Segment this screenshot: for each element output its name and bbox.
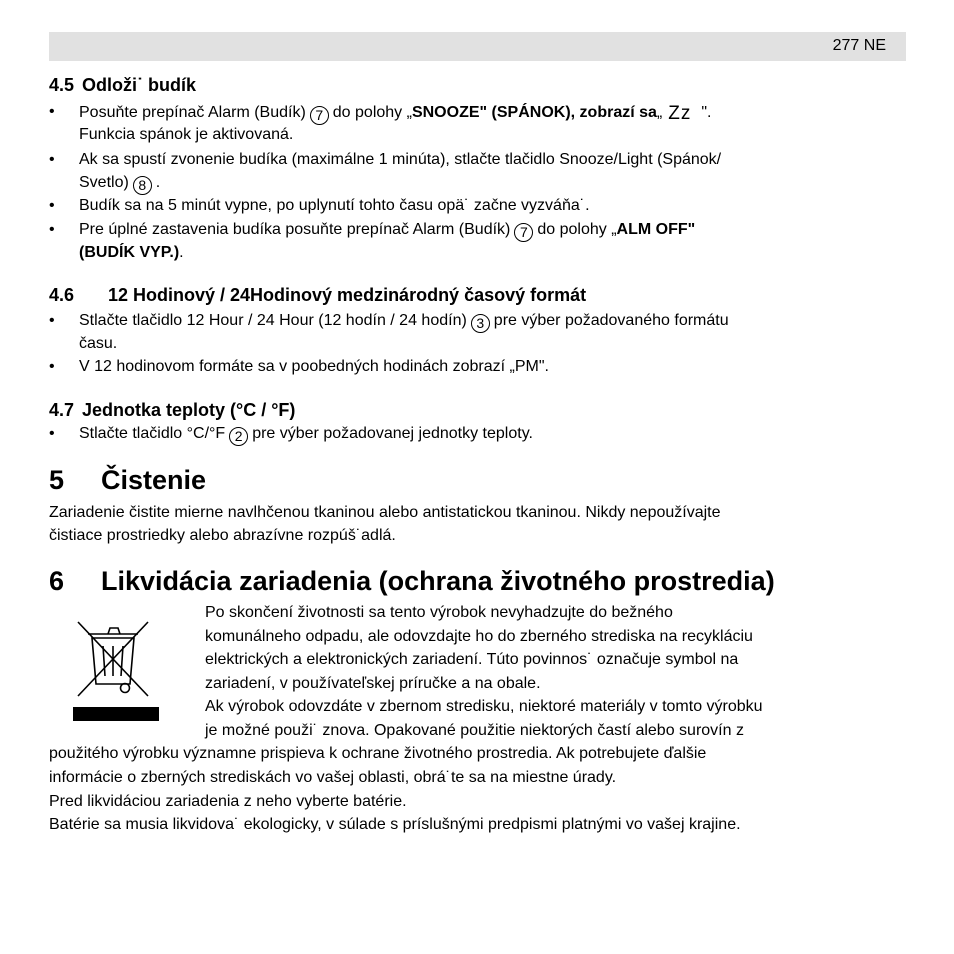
paragraph-line: Pred likvidáciou zariadenia z neho vyberte batérie. [49, 793, 407, 810]
bullet-dot: • [49, 221, 55, 238]
bullet-line: Budík sa na 5 minút vypne, po uplynutí tohto času opä˙ začne vyzváňa˙. [79, 197, 590, 214]
bullet-dot: • [49, 103, 55, 120]
text-run: do polohy „ [537, 221, 617, 238]
bullet-line [79, 174, 160, 195]
bullet-line [79, 425, 533, 446]
bullet-line [79, 312, 729, 333]
key-3-icon: 3 [471, 314, 490, 333]
section-title: 12 Hodinový / 24Hodinový medzinárodný časový formát [108, 285, 587, 305]
bullet-line: Funkcia spánok je aktivovaná. [79, 126, 294, 143]
text-run: Pre úplné zastavenia budíka posuňte prepínač Alarm (Budík) [79, 221, 511, 238]
paragraph-line: informácie o zberných strediskách vo vašej oblasti, obrá˙te sa na miestne úrady. [49, 769, 617, 786]
paragraph-line: čistiace prostriedky alebo abrazívne rozpúš˙adlá. [49, 527, 396, 544]
snooze-zz-icon: Zz [668, 103, 692, 124]
text-run: . [155, 174, 161, 191]
paragraph-line: Batérie sa musia likvidova˙ ekologicky, v súlade s príslušnými predpismi platnými vo vašej krajine. [49, 816, 741, 833]
crossed-out-wheelie-bin-icon [70, 612, 160, 722]
paragraph-line: Po skončení životnosti sa tento výrobok nevyhadzujte do bežného [205, 604, 673, 621]
paragraph-line: komunálneho odpadu, ale odovzdajte ho do zberného strediska na recykláciu [205, 628, 753, 645]
bullet-dot: • [49, 151, 55, 168]
text-run: Stlačte tlačidlo °C/°F [79, 425, 226, 442]
text-run: pre výber požadovaného formátu [493, 312, 729, 329]
paragraph-line: Ak výrobok odovzdáte v zbernom stredisku, niektoré materiály v tomto výrobku [205, 698, 763, 715]
section-4-6-heading [49, 285, 586, 306]
bullet-dot: • [49, 425, 55, 442]
text-run: Posuňte prepínač Alarm (Budík) [79, 104, 306, 121]
bullet-dot: • [49, 197, 55, 214]
section-title: Odloži˙ budík [82, 75, 196, 95]
key-8-icon: 8 [133, 176, 152, 195]
paragraph-line: Zariadenie čistite mierne navlhčenou tkaninou alebo antistatickou tkaninou. Nikdy nepoužívajte [49, 504, 721, 521]
section-4-7-heading [49, 400, 295, 421]
key-7-icon: 7 [310, 106, 329, 125]
text-run: do polohy „ [332, 104, 412, 121]
text-run: pre výber požadovanej jednotky teploty. [252, 425, 533, 442]
bullet-line: V 12 hodinovom formáte sa v poobedných hodinách zobrazí „PM". [79, 358, 549, 375]
page-header-bar [49, 32, 906, 61]
bold-text: SNOOZE" (SPÁNOK), zobrazí sa [411, 104, 657, 121]
section-5-heading [49, 465, 206, 496]
section-number: 4.5 [49, 75, 75, 95]
bold-text: ALM OFF" [616, 221, 696, 238]
bullet-dot: • [49, 358, 55, 375]
bullet-line [79, 221, 695, 242]
bullet-line [79, 103, 711, 125]
section-number: 4.7 [49, 400, 75, 420]
text-run: Svetlo) [79, 174, 129, 191]
section-4-5-heading [49, 75, 196, 96]
bullet-line: Ak sa spustí zvonenie budíka (maximálne 1 minúta), stlačte tlačidlo Snooze/Light (Spánok/ [79, 151, 722, 168]
bold-text: (BUDÍK VYP.) [79, 244, 180, 261]
paragraph-line: je možné použi˙ znova. Opakované použitie niektorých častí alebo surovín z [205, 722, 744, 739]
paragraph-line: elektrických a elektronických zariadení. Túto povinnos˙ označuje symbol na [205, 651, 739, 668]
bullet-dot: • [49, 312, 55, 329]
bullet-line: času. [79, 335, 118, 352]
section-title: Čistenie [101, 465, 207, 495]
text-run: ". [701, 104, 712, 121]
section-6-heading [49, 566, 775, 597]
paragraph-line: použitého výrobku významne prispieva k ochrane životného prostredia. Ak potrebujete ďalšie [49, 745, 707, 762]
key-7-icon: 7 [514, 223, 533, 242]
section-number: 5 [49, 465, 65, 495]
text-run: Stlačte tlačidlo 12 Hour / 24 Hour (12 hodín / 24 hodín) [79, 312, 467, 329]
section-number: 6 [49, 566, 65, 596]
section-title: Jednotka teploty (°C / °F) [82, 400, 296, 420]
section-number: 4.6 [49, 285, 75, 305]
text-run: „ [656, 104, 663, 121]
text-run: . [179, 244, 184, 261]
key-2-icon: 2 [229, 427, 248, 446]
paragraph-line: zariadení, v používateľskej príručke a na obale. [205, 675, 541, 692]
page-number: 277 NE [832, 37, 886, 54]
bullet-line [79, 244, 184, 262]
section-title: Likvidácia zariadenia (ochrana životného prostredia) [101, 566, 775, 596]
